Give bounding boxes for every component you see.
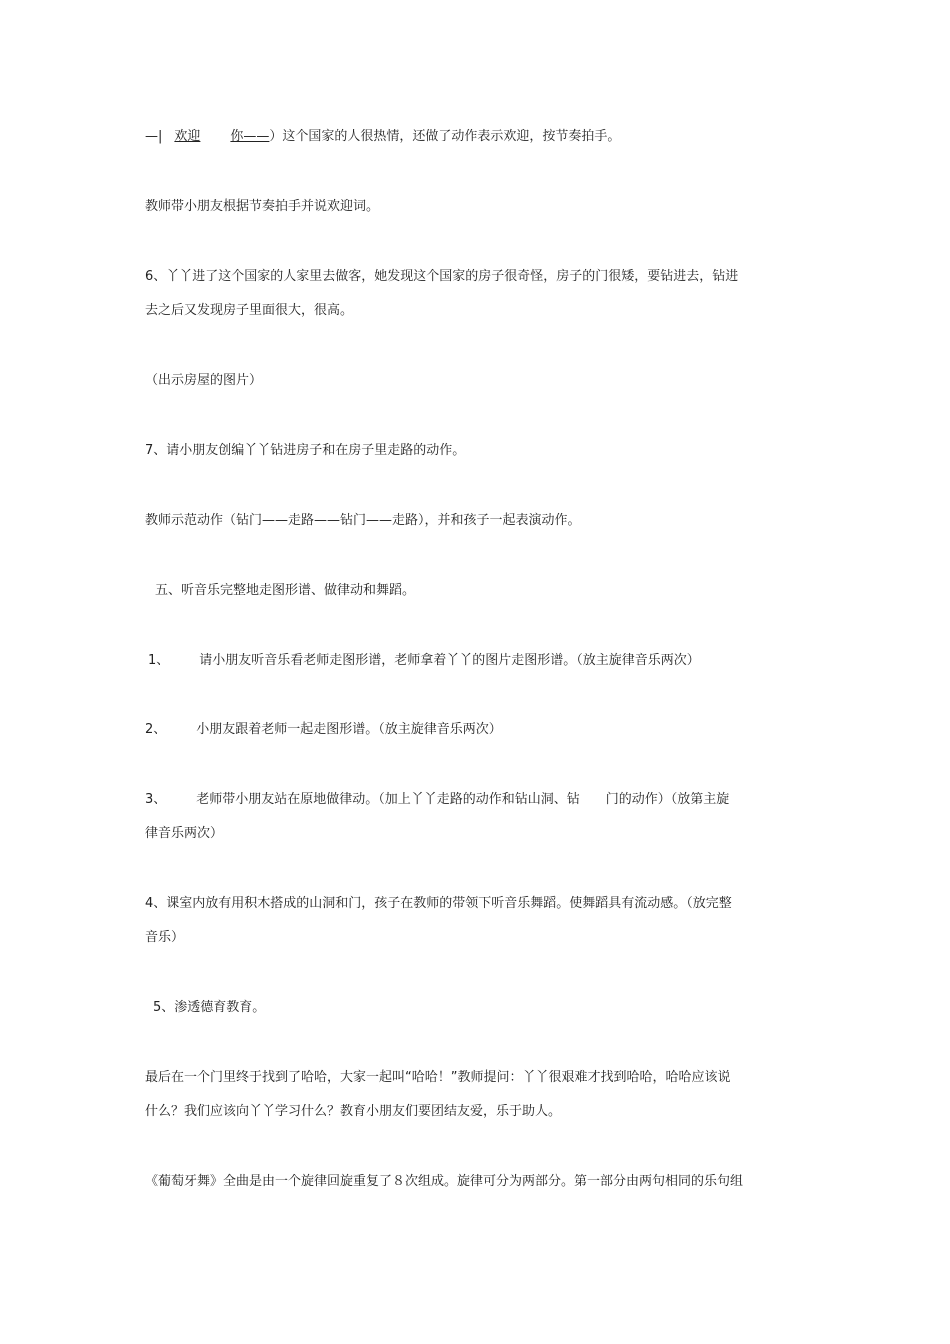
list-text: 老师带小朋友站在原地做律动。（加上丫丫走路的动作和钻山洞、钻 [196, 792, 580, 807]
paragraph-6-line2: 去之后又发现房子里面很大，很高。 [145, 303, 354, 318]
underlined-you: 你—— [230, 129, 270, 144]
list-item-5: 5、渗透德育教育。 [153, 1000, 266, 1015]
list-number: 1、 [148, 653, 170, 668]
paragraph-clap: 教师带小朋友根据节奏拍手并说欢迎词。 [145, 199, 380, 214]
list-item-3-line2: 律音乐两次） [145, 826, 224, 841]
line-prefix: —| [145, 129, 163, 144]
list-number: 2、 [145, 722, 167, 737]
list-text: 小朋友跟着老师一起走图形谱。（放主旋律音乐两次） [196, 722, 502, 737]
list-text: 请小朋友听音乐看老师走图形谱，老师拿着丫丫的图片走图形谱。（放主旋律音乐两次） [199, 653, 700, 668]
section-5-heading: 五、听音乐完整地走图形谱、做律动和舞蹈。 [155, 583, 416, 598]
paragraph-finale-line2: 什么？我们应该向丫丫学习什么？教育小朋友们要团结友爱，乐于助人。 [145, 1104, 562, 1119]
list-item-4-line1: 4、课室内放有用积木搭成的山洞和门，孩子在教师的带领下听音乐舞蹈。使舞蹈具有流动感。（放完整 [145, 896, 732, 911]
paragraph-show-picture: （出示房屋的图片） [145, 373, 263, 388]
paragraph-finale-line1: 最后在一个门里终于找到了哈哈，大家一起叫“哈哈！”教师提问：丫丫很艰难才找到哈哈，哈哈应该说 [145, 1070, 731, 1085]
paragraph-music-description: 《葡萄牙舞》全曲是由一个旋律回旋重复了８次组成。旋律可分为两部分。第一部分由两句相同的乐句组 [145, 1174, 744, 1189]
paragraph-welcome [145, 128, 620, 146]
welcome-rest: ）这个国家的人很热情，还做了动作表示欢迎，按节奏拍手。 [269, 129, 621, 144]
paragraph-teacher-demo: 教师示范动作（钻门——走路——钻门——走路），并和孩子一起表演动作。 [145, 513, 581, 528]
list-item-3-line1 [145, 791, 729, 809]
paragraph-6-line1: 6、丫丫进了这个国家的人家里去做客，她发现这个国家的房子很奇怪，房子的门很矮，要钻进去，钻进 [145, 269, 739, 284]
list-item-1 [148, 652, 700, 670]
underlined-welcome: 欢迎 [174, 129, 201, 144]
paragraph-7: 7、请小朋友创编丫丫钻进房子和在房子里走路的动作。 [145, 443, 466, 458]
list-text-cont: 门的动作）（放第主旋 [605, 792, 730, 807]
list-number: 3、 [145, 792, 167, 807]
list-item-2 [145, 721, 502, 739]
list-item-4-line2: 音乐） [145, 930, 185, 945]
